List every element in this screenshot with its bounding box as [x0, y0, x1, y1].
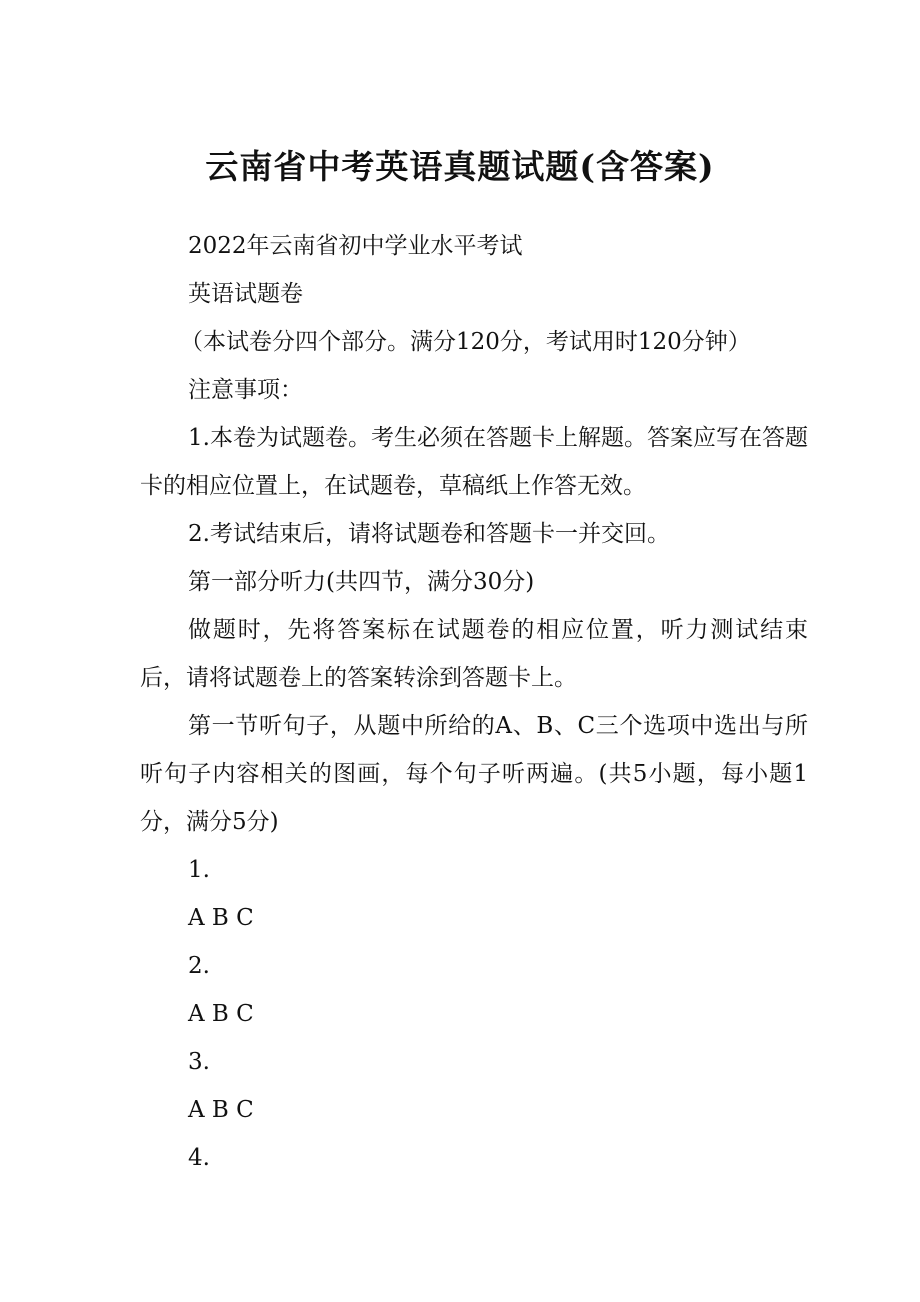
question-options: A B C — [188, 1001, 254, 1027]
notes-heading: 注意事项： — [188, 377, 303, 403]
paper-info: （本试卷分四个部分。满分120分，考试用时120分钟） — [180, 329, 751, 355]
note-2: 2.考试结束后，请将试题卷和答题卡一并交回。 — [188, 521, 670, 547]
exam-name: 2022年云南省初中学业水平考试 — [188, 233, 523, 259]
paper-name: 英语试题卷 — [188, 281, 303, 307]
document-body — [140, 222, 808, 1182]
question-number: 3. — [188, 1049, 210, 1075]
question-number: 1. — [188, 857, 210, 883]
question-options: A B C — [188, 905, 254, 931]
listening-instructions: 做题时，先将答案标在试题卷的相应位置，听力测试结束后，请将试题卷上的答案转涂到答题卡上。 — [140, 617, 808, 691]
question-number: 2. — [188, 953, 210, 979]
part-one-heading: 第一部分听力(共四节，满分30分) — [188, 569, 535, 595]
document-title: 云南省中考英语真题试题(含答案) — [205, 147, 715, 186]
section-one-instructions: 第一节听句子，从题中所给的A、B、C三个选项中选出与所听句子内容相关的图画，每个句子听两遍。(共5小题，每小题1分，满分5分) — [140, 713, 808, 835]
question-options: A B C — [188, 1097, 254, 1123]
note-1: 1.本卷为试题卷。考生必须在答题卡上解题。答案应写在答题卡的相应位置上，在试题卷，草稿纸上作答无效。 — [140, 425, 808, 499]
question-number: 4. — [188, 1145, 210, 1171]
